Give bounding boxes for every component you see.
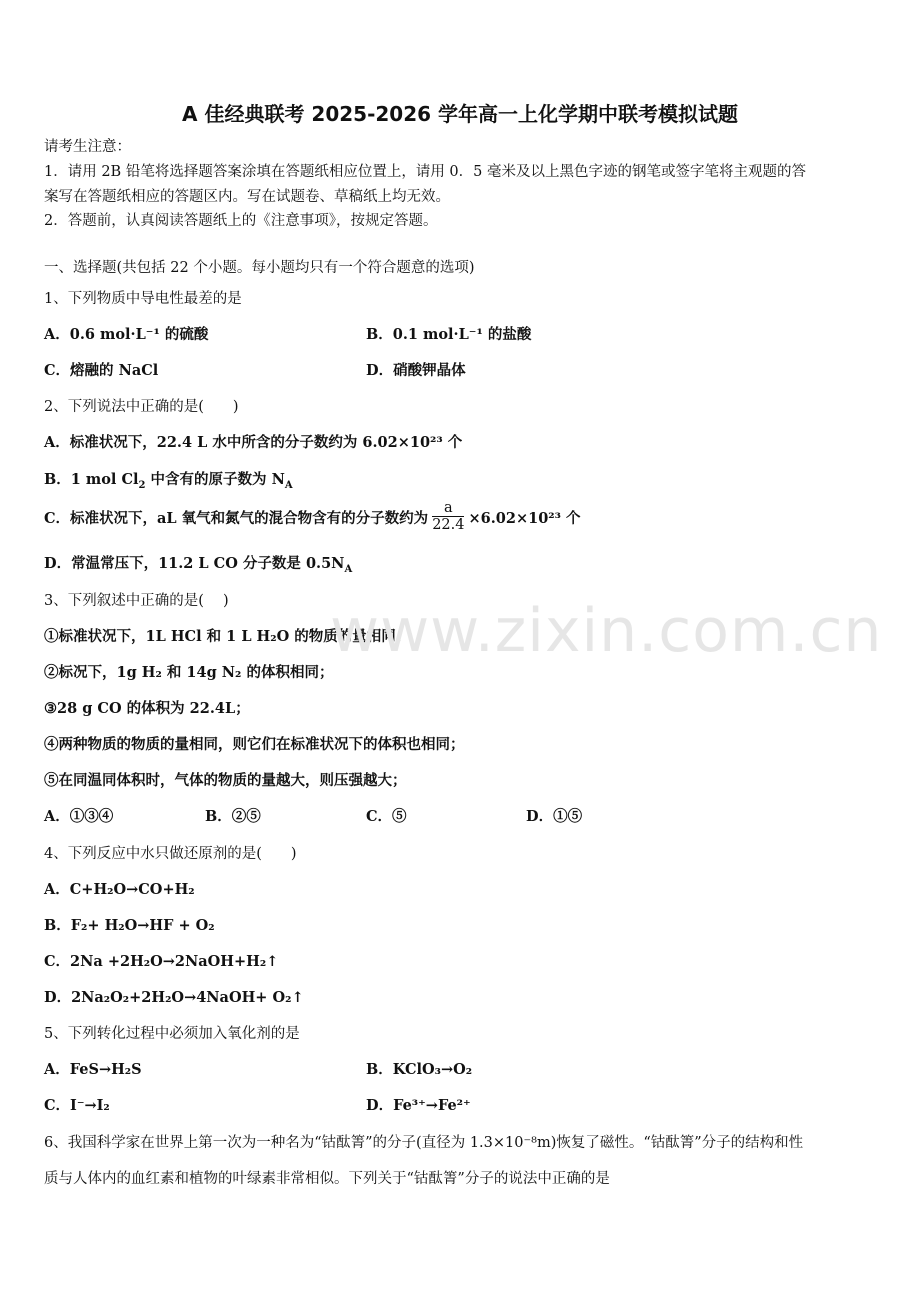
watermark: www.zixin.com.cn — [330, 596, 883, 666]
q4-option-c: C．2Na +2H₂O→2NaOH+H₂↑ — [44, 953, 279, 970]
notice-item-1: 1．请用 2B 铅笔将选择题答案涂填在答题纸相应位置上，请用 0．5 毫米及以上黑色字迹的钢笔或签字笔将主观题的答 — [44, 164, 806, 180]
q5-option-b: B．KClO₃→O₂ — [366, 1061, 473, 1078]
q3-option-b: B．②⑤ — [205, 808, 261, 825]
q1-option-a: A．0.6 mol·L⁻¹ 的硫酸 — [44, 326, 209, 343]
notice-heading: 请考生注意： — [44, 139, 131, 155]
q6-stem-line-1: 6、我国科学家在世界上第一次为一种名为“钴酞箐”的分子(直径为 1.3×10⁻⁸m)恢复了磁性。“钴酞箐”分子的结构和性 — [44, 1135, 804, 1151]
q5-stem: 5、下列转化过程中必须加入氧化剂的是 — [44, 1026, 300, 1042]
q4-stem: 4、下列反应中水只做还原剂的是( ) — [44, 846, 297, 862]
q3-option-d: D．①⑤ — [526, 808, 583, 825]
q2-option-c: C．标准状况下，aL 氧气和氮气的混合物含有的分子数约为 $\frac{a}{22.4}$ ×6.02×10²³ 个 — [44, 500, 581, 533]
q5-option-a: A．FeS→H₂S — [44, 1061, 142, 1078]
q4-option-b: B．F₂+ H₂O→HF + O₂ — [44, 917, 215, 934]
notice-item-2: 2．答题前，认真阅读答题纸上的《注意事项》，按规定答题。 — [44, 213, 438, 229]
q3-statement-5: ⑤在同温同体积时，气体的物质的量越大，则压强越大； — [44, 772, 407, 789]
q1-option-b: B．0.1 mol·L⁻¹ 的盐酸 — [366, 326, 532, 343]
q5-option-c: C．I⁻→I₂ — [44, 1097, 110, 1114]
q3-option-a: A．①③④ — [44, 808, 114, 825]
page-title: A 佳经典联考 2025-2026 学年高一上化学期中联考模拟试题 — [182, 102, 738, 126]
q3-statement-3: ③28 g CO 的体积为 22.4L； — [44, 700, 250, 717]
notice-item-1-cont: 案写在答题纸相应的答题区内。写在试题卷、草稿纸上均无效。 — [44, 189, 450, 205]
q3-statement-4: ④两种物质的物质的量相同，则它们在标准状况下的体积也相同； — [44, 736, 465, 753]
q3-statement-1: ①标准状况下，1L HCl 和 1 L H₂O 的物质的量相同； — [44, 628, 411, 645]
q2-option-d: D．常温常压下，11.2 L CO 分子数是 $0.5N_A$ — [44, 555, 353, 575]
q2-option-b: B．1 mol $Cl_2$ 中含有的原子数为 $N_A$ — [44, 471, 293, 491]
q3-stem: 3、下列叙述中正确的是( ) — [44, 593, 229, 609]
q5-option-d: D．Fe³⁺→Fe²⁺ — [366, 1097, 471, 1114]
q2-option-a: A．标准状况下，22.4 L 水中所含的分子数约为 6.02×10²³ 个 — [44, 434, 463, 451]
q3-option-c: C．⑤ — [366, 808, 407, 825]
q1-option-d: D．硝酸钾晶体 — [366, 362, 466, 379]
q1-stem: 1、下列物质中导电性最差的是 — [44, 291, 242, 307]
fraction: $\frac{a}{22.4}$ — [432, 500, 465, 533]
section-heading: 一、选择题(共包括 22 个小题。每小题均只有一个符合题意的选项) — [44, 260, 475, 276]
q4-option-a: A．C+H₂O→CO+H₂ — [44, 881, 195, 898]
q4-option-d: D．2Na₂O₂+2H₂O→4NaOH+ O₂↑ — [44, 989, 304, 1006]
q6-stem-line-2: 质与人体内的血红素和植物的叶绿素非常相似。下列关于“钴酞箐”分子的说法中正确的是 — [44, 1171, 610, 1187]
q2-stem: 2、下列说法中正确的是( ) — [44, 399, 239, 415]
q3-statement-2: ②标况下，1g H₂ 和 14g N₂ 的体积相同； — [44, 664, 334, 681]
q1-option-c: C．熔融的 NaCl — [44, 362, 159, 379]
